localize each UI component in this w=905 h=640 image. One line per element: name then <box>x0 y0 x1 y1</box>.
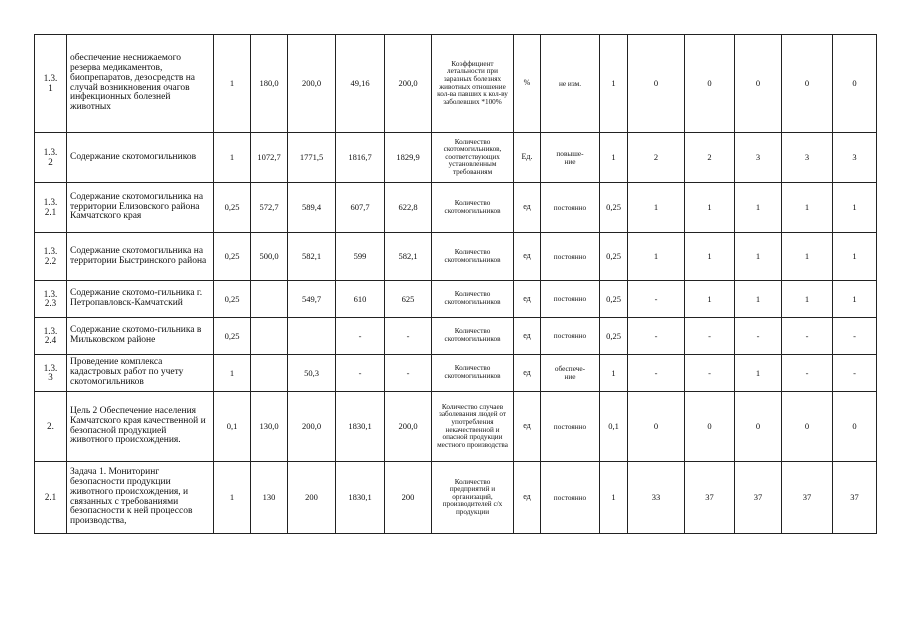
target-cell-4: 0 <box>782 392 833 462</box>
target-cell-1: 2 <box>628 133 685 183</box>
indicator-type-cell: обеспече- ние <box>541 355 600 392</box>
target-cell-5: - <box>833 318 877 355</box>
indicator-cell: Количество скотомогильников <box>432 183 514 233</box>
target-cell-4: 37 <box>782 462 833 534</box>
indicator-type-cell: постоянно <box>541 462 600 534</box>
target-cell-5: 0 <box>833 35 877 133</box>
target-cell-4: - <box>782 355 833 392</box>
target-cell-4: 0 <box>782 35 833 133</box>
indicator-weight-cell: 0,25 <box>600 183 628 233</box>
indicator-type-cell: повыше- ние <box>541 133 600 183</box>
indicator-weight-cell: 0,25 <box>600 233 628 281</box>
unit-cell: ед <box>514 462 541 534</box>
unit-cell: ед <box>514 392 541 462</box>
unit-cell: ед <box>514 318 541 355</box>
value-cell-3: 610 <box>336 281 385 318</box>
indicator-cell: Коэффициент летальности при заразных болезнях животных отношение кол-ва павших к кол-ву заболевших *100% <box>432 35 514 133</box>
table-row <box>35 233 877 281</box>
row-number: 2.1 <box>35 462 67 534</box>
value-cell-1: 1072,7 <box>251 133 288 183</box>
value-cell-2 <box>288 318 336 355</box>
value-cell-2: 200,0 <box>288 35 336 133</box>
row-name: Задача 1. Мониторинг безопасности продукции животного происхождения, и связанных с требованиями безопасности к ней процессов производства, <box>67 462 214 534</box>
target-cell-4: 1 <box>782 183 833 233</box>
value-cell-2: 582,1 <box>288 233 336 281</box>
row-number: 1.3. 2 <box>35 133 67 183</box>
value-cell-1 <box>251 355 288 392</box>
target-cell-2: - <box>685 318 735 355</box>
target-cell-3: 37 <box>735 462 782 534</box>
target-cell-2: 2 <box>685 133 735 183</box>
indicator-type-cell: постоянно <box>541 318 600 355</box>
weight-cell: 0,25 <box>214 318 251 355</box>
row-number: 1.3. 1 <box>35 35 67 133</box>
indicator-cell: Количество скотомогильников <box>432 318 514 355</box>
row-number: 1.3. 2.1 <box>35 183 67 233</box>
row-number: 1.3. 2.3 <box>35 281 67 318</box>
target-cell-5: 0 <box>833 392 877 462</box>
indicator-cell: Количество случаев заболевания людей от употребления некачественной и опасной продукции местного производства <box>432 392 514 462</box>
indicator-cell: Количество скотомогильников <box>432 355 514 392</box>
indicator-type-cell: постоянно <box>541 281 600 318</box>
value-cell-3: 607,7 <box>336 183 385 233</box>
row-number: 1.3. 2.2 <box>35 233 67 281</box>
target-cell-5: 1 <box>833 183 877 233</box>
table-row <box>35 133 877 183</box>
target-cell-2: 1 <box>685 233 735 281</box>
target-cell-4: - <box>782 318 833 355</box>
weight-cell: 0,1 <box>214 392 251 462</box>
target-cell-4: 1 <box>782 233 833 281</box>
value-cell-4: 625 <box>385 281 432 318</box>
weight-cell: 0,25 <box>214 281 251 318</box>
value-cell-3: 599 <box>336 233 385 281</box>
target-cell-1: 0 <box>628 35 685 133</box>
value-cell-3: - <box>336 355 385 392</box>
target-cell-2: 1 <box>685 281 735 318</box>
indicator-cell: Количество предприятий и организаций, производителей с/х продукции <box>432 462 514 534</box>
indicator-cell: Количество скотомогильников <box>432 281 514 318</box>
program-table <box>34 34 877 534</box>
weight-cell: 1 <box>214 133 251 183</box>
table-row <box>35 281 877 318</box>
weight-cell: 1 <box>214 355 251 392</box>
weight-cell: 1 <box>214 462 251 534</box>
value-cell-3: 1830,1 <box>336 392 385 462</box>
target-cell-4: 1 <box>782 281 833 318</box>
indicator-weight-cell: 0,1 <box>600 392 628 462</box>
target-cell-3: 1 <box>735 355 782 392</box>
weight-cell: 0,25 <box>214 233 251 281</box>
value-cell-3: 1816,7 <box>336 133 385 183</box>
target-cell-5: 37 <box>833 462 877 534</box>
target-cell-5: 1 <box>833 281 877 318</box>
table-row <box>35 462 877 534</box>
indicator-weight-cell: 1 <box>600 462 628 534</box>
target-cell-2: 0 <box>685 35 735 133</box>
value-cell-1: 130,0 <box>251 392 288 462</box>
indicator-type-cell: постоянно <box>541 233 600 281</box>
indicator-type-cell: постоянно <box>541 392 600 462</box>
indicator-cell: Количество скотомогильников, соответствующих установленным требованиям <box>432 133 514 183</box>
row-name: Содержание скотомогильника на территории Быстринского района <box>67 233 214 281</box>
indicator-type-cell: не изм. <box>541 35 600 133</box>
target-cell-1: 1 <box>628 183 685 233</box>
value-cell-4: - <box>385 318 432 355</box>
value-cell-2: 549,7 <box>288 281 336 318</box>
row-name: обеспечение неснижаемого резерва медикаментов, биопрепаратов, дезосредств на случай возникновения очагов инфекционных болезней животных <box>67 35 214 133</box>
target-cell-1: - <box>628 281 685 318</box>
row-number: 2. <box>35 392 67 462</box>
value-cell-2: 1771,5 <box>288 133 336 183</box>
value-cell-2: 200,0 <box>288 392 336 462</box>
indicator-weight-cell: 1 <box>600 355 628 392</box>
row-name: Содержание скотомо-гильника г. Петропавловск-Камчатский <box>67 281 214 318</box>
target-cell-2: 0 <box>685 392 735 462</box>
row-name: Проведение комплекса кадастровых работ по учету скотомогильников <box>67 355 214 392</box>
value-cell-4: - <box>385 355 432 392</box>
target-cell-3: 0 <box>735 392 782 462</box>
target-cell-5: 3 <box>833 133 877 183</box>
indicator-type-cell: постоянно <box>541 183 600 233</box>
target-cell-5: 1 <box>833 233 877 281</box>
target-cell-3: 1 <box>735 183 782 233</box>
unit-cell: % <box>514 35 541 133</box>
target-cell-1: - <box>628 318 685 355</box>
value-cell-3: - <box>336 318 385 355</box>
value-cell-1: 500,0 <box>251 233 288 281</box>
target-cell-1: 1 <box>628 233 685 281</box>
value-cell-1: 572,7 <box>251 183 288 233</box>
value-cell-4: 200,0 <box>385 392 432 462</box>
target-cell-1: 0 <box>628 392 685 462</box>
weight-cell: 1 <box>214 35 251 133</box>
value-cell-3: 1830,1 <box>336 462 385 534</box>
table-row <box>35 183 877 233</box>
unit-cell: ед <box>514 355 541 392</box>
table-row <box>35 35 877 133</box>
target-cell-4: 3 <box>782 133 833 183</box>
row-name: Цель 2 Обеспечение населения Камчатского края качественной и безопасной продукцией животного происхождения. <box>67 392 214 462</box>
indicator-weight-cell: 0,25 <box>600 281 628 318</box>
indicator-weight-cell: 1 <box>600 133 628 183</box>
unit-cell: ед <box>514 233 541 281</box>
target-cell-3: 1 <box>735 233 782 281</box>
weight-cell: 0,25 <box>214 183 251 233</box>
target-cell-2: 1 <box>685 183 735 233</box>
target-cell-1: 33 <box>628 462 685 534</box>
row-name: Содержание скотомо-гильника в Мильковском районе <box>67 318 214 355</box>
unit-cell: ед <box>514 183 541 233</box>
target-cell-1: - <box>628 355 685 392</box>
value-cell-1 <box>251 281 288 318</box>
table-row <box>35 355 877 392</box>
indicator-weight-cell: 1 <box>600 35 628 133</box>
row-number: 1.3. 3 <box>35 355 67 392</box>
value-cell-4: 200 <box>385 462 432 534</box>
table-row <box>35 318 877 355</box>
target-cell-2: - <box>685 355 735 392</box>
unit-cell: ед <box>514 281 541 318</box>
value-cell-4: 582,1 <box>385 233 432 281</box>
table-row <box>35 392 877 462</box>
row-name: Содержание скотомогильника на территории Елизовского района Камчатского края <box>67 183 214 233</box>
value-cell-1: 180,0 <box>251 35 288 133</box>
value-cell-4: 1829,9 <box>385 133 432 183</box>
target-cell-2: 37 <box>685 462 735 534</box>
target-cell-3: 0 <box>735 35 782 133</box>
value-cell-4: 200,0 <box>385 35 432 133</box>
target-cell-5: - <box>833 355 877 392</box>
target-cell-3: - <box>735 318 782 355</box>
value-cell-2: 50,3 <box>288 355 336 392</box>
row-name: Содержание скотомогильников <box>67 133 214 183</box>
value-cell-4: 622,8 <box>385 183 432 233</box>
indicator-cell: Количество скотомогильников <box>432 233 514 281</box>
value-cell-2: 200 <box>288 462 336 534</box>
value-cell-3: 49,16 <box>336 35 385 133</box>
value-cell-1 <box>251 318 288 355</box>
target-cell-3: 1 <box>735 281 782 318</box>
unit-cell: Ед. <box>514 133 541 183</box>
row-number: 1.3. 2.4 <box>35 318 67 355</box>
value-cell-1: 130 <box>251 462 288 534</box>
indicator-weight-cell: 0,25 <box>600 318 628 355</box>
value-cell-2: 589,4 <box>288 183 336 233</box>
target-cell-3: 3 <box>735 133 782 183</box>
